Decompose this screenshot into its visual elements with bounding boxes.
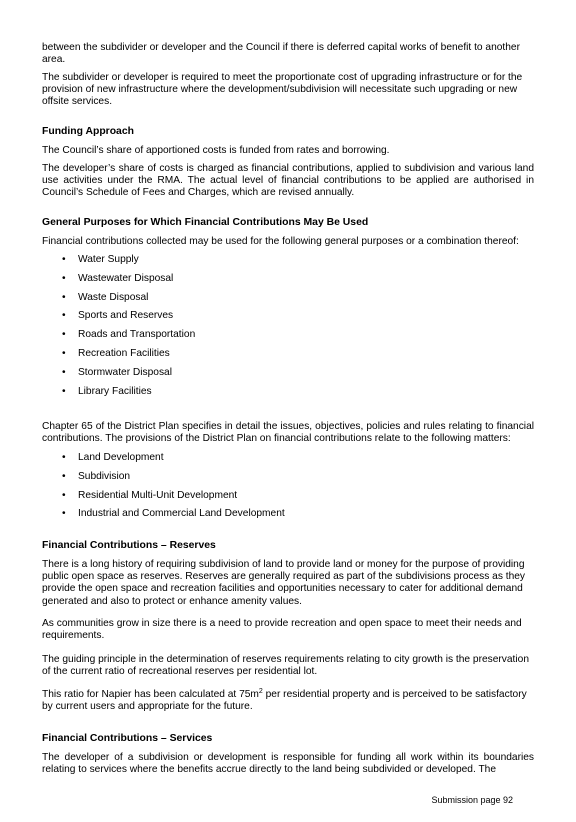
list-item: • Wastewater Disposal [42,273,522,292]
list-item: • Sports and Reserves [42,310,522,329]
list-item: • Industrial and Commercial Land Development [42,508,522,527]
services-paragraph-1: The developer of a subdivision or development is responsible for funding all work within its boundaries relating to services where the benefits accrue directly to the land being subdivided or developed. The [42,752,534,776]
services-heading: Financial Contributions – Services [42,733,213,744]
general-purposes-list [42,254,522,404]
reserves-paragraph-4 [42,689,534,713]
reserves-paragraph-1: There is a long history of requiring subdivision of land to provide land or money for the purpose of providing public open space as reserves. Reserves are generally required as part of the subdivisions process as they provide the open space and recreation facilities and opportunities necessary to cater for additional demand generated and also to protect or enhance amenity values. [42,559,526,607]
reserves-paragraph-3: The guiding principle in the determination of reserves requirements relating to city growth is the preservation of the current ratio of recreational reserves per residential lot. [42,654,529,678]
ratio-text-a: This ratio for Napier has been calculated at 75m [42,689,259,700]
list-item: • Stormwater Disposal [42,367,522,386]
funding-approach-heading: Funding Approach [42,126,134,137]
list-item: • Land Development [42,452,522,471]
district-plan-matters-list [42,452,522,527]
chapter-65-paragraph: Chapter 65 of the District Plan specifies in detail the issues, objectives, policies and rules relating to financial contributions. The provisions of the District Plan on financial contributions relate to the following matters: [42,421,534,445]
list-item: • Recreation Facilities [42,348,522,367]
squared-superscript: 2 [258,688,263,695]
list-item: • Library Facilities [42,386,522,405]
reserves-paragraph-2: As communities grow in size there is a need to provide recreation and open space to meet their needs and requirements. [42,618,522,642]
list-item: • Residential Multi-Unit Development [42,490,522,509]
ratio-text-b: per residential property and is perceived to be satisfactory by current users and appropriate for the future. [42,689,527,713]
list-item: • Roads and Transportation [42,329,522,348]
page-footer: Submission page 92 [431,795,513,805]
proportionate-cost-paragraph: The subdivider or developer is required to meet the proportionate cost of upgrading infrastructure or for the provision of new infrastructure where the development/subdivision will necessitate such upgrading or new offsite services. [42,72,523,108]
list-item: • Subdivision [42,471,522,490]
list-item: • Water Supply [42,254,522,273]
general-purposes-intro: Financial contributions collected may be used for the following general purposes or a combination thereof: [42,236,519,247]
general-purposes-heading: General Purposes for Which Financial Contributions May Be Used [42,217,369,228]
list-item: • Waste Disposal [42,292,522,311]
funding-paragraph-1: The Council’s share of apportioned costs is funded from rates and borrowing. [42,145,390,156]
continuation-paragraph: between the subdivider or developer and the Council if there is deferred capital works of benefit to another area. [42,42,520,66]
reserves-heading: Financial Contributions – Reserves [42,540,216,551]
funding-paragraph-2: The developer’s share of costs is charged as financial contributions, applied to subdivision and various land use activities under the RMA. The actual level of financial contributions to be applied are authorised in Council’s Schedule of Fees and Charges, which are revised annually. [42,163,534,199]
